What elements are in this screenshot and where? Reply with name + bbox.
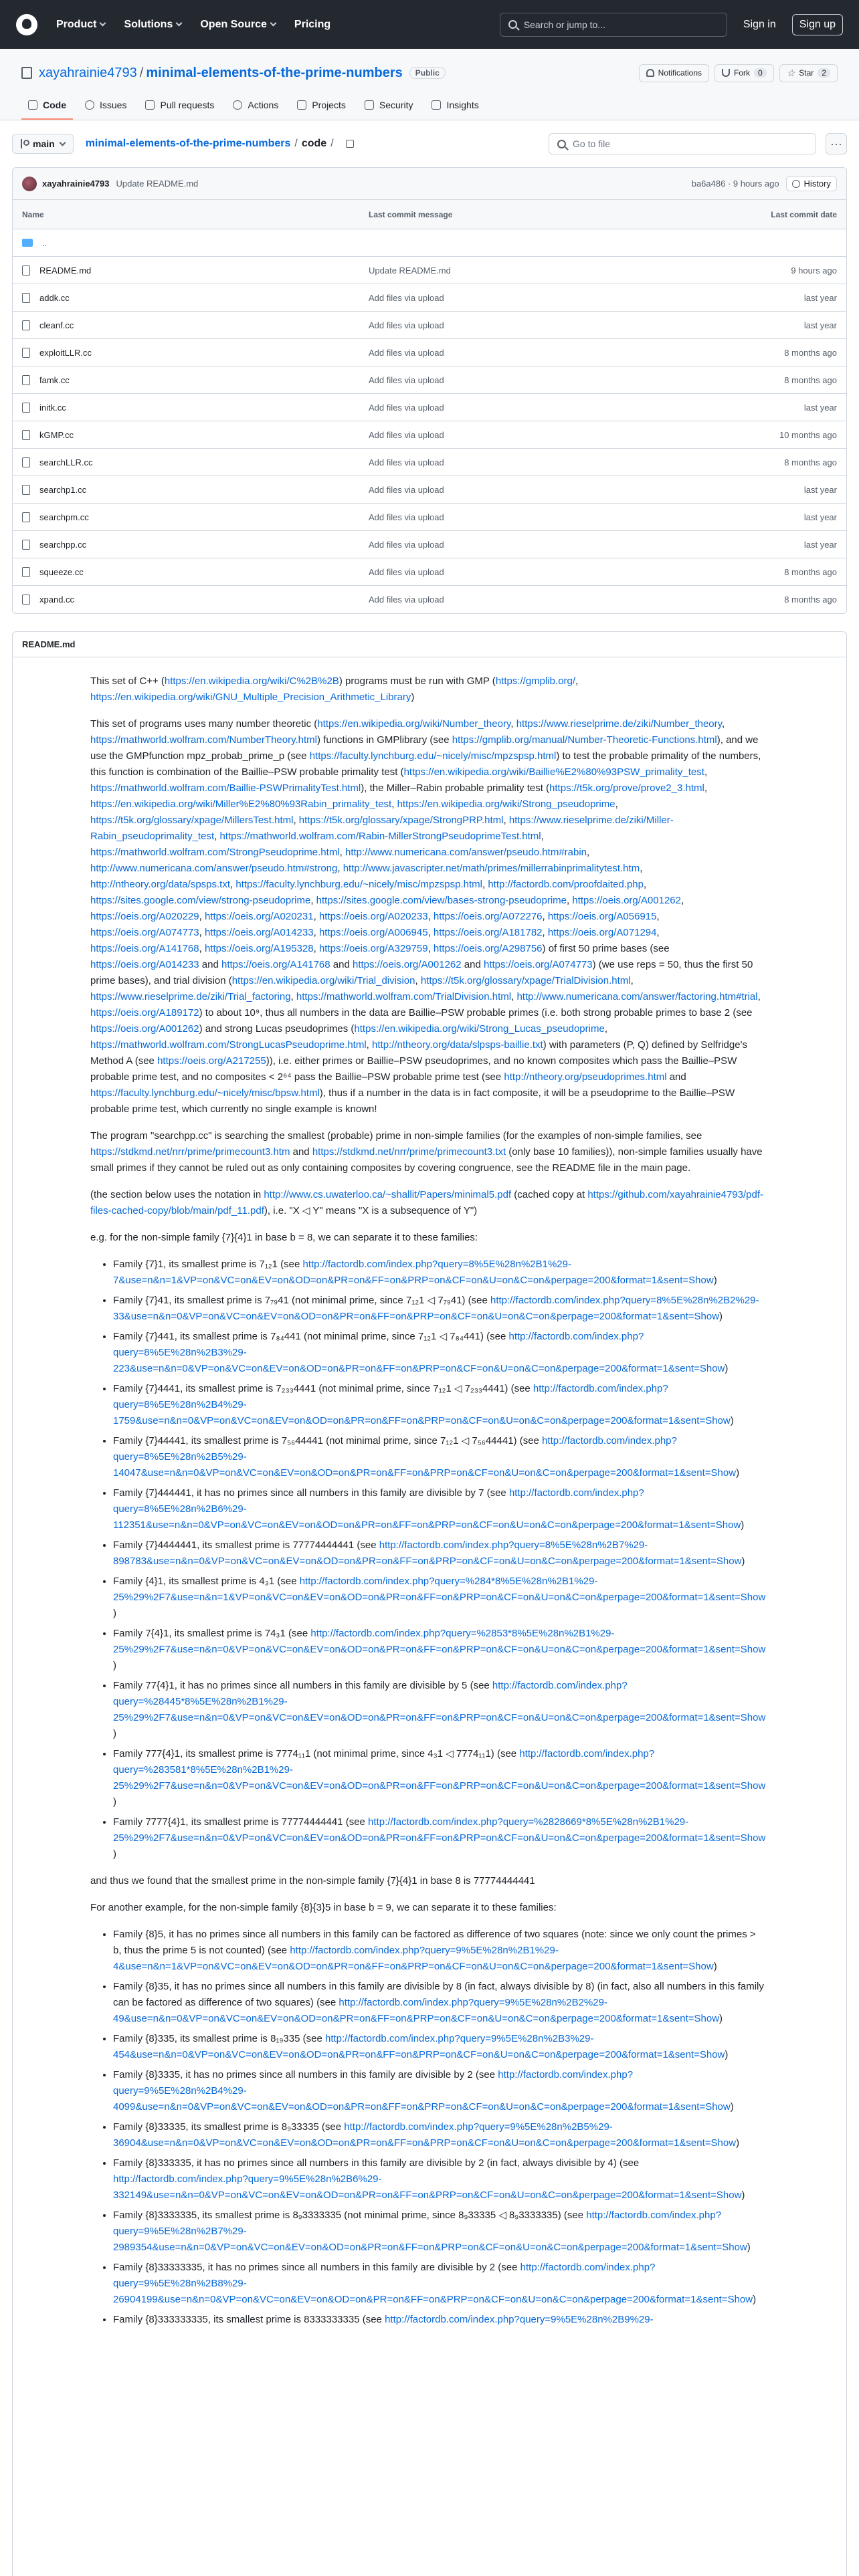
col-header-date: Last commit date xyxy=(771,209,837,219)
readme-link[interactable]: http://factordb.com/index.php?query=9%5E%28n%2B6%29-332149&use=n&n=0&VP=on&VC=on&EV=on&OD=on&PR=on&FF=on&PRP=on&CF=on&U=on&C=on&perpage=200&format=1&sent=Show xyxy=(113,2173,742,2201)
readme-link[interactable]: https://t5k.org/glossary/xpage/StrongPRP.html xyxy=(298,815,504,826)
readme-link[interactable]: https://oeis.org/A181782 xyxy=(433,927,543,938)
readme-link[interactable]: https://oeis.org/A141768 xyxy=(90,943,199,954)
folder-icon xyxy=(22,239,33,247)
file-icon xyxy=(22,430,30,440)
readme-paragraph: and thus we found that the smallest prime in the non-simple family {7}{4}1 in base 8 is 77774444441 xyxy=(90,1875,535,1887)
readme-link[interactable]: https://faculty.lynchburg.edu/~nicely/misc/mpzspsp.html xyxy=(235,879,482,890)
breadcrumb-separator: / xyxy=(294,138,298,149)
file-name-cell xyxy=(22,265,369,276)
tab-label: Issues xyxy=(100,100,127,110)
list-item: • Family {7}1, its smallest prime is 7₁₂1 (see http://factordb.com/index.php?query=8%5E%28n%2B1%29-7&use=n&n=1&VP=on&VC=on&EV=on&OD=on&PR=on&FF=on&PRP=on&CF=on&U=on&C=on&perpage=200&format=1&sent=Show) xyxy=(113,1257,766,1289)
list-item: • Family {8}333335, it has no primes since all numbers in this family are divisible by 2 (in fact, always divisible by 4) (see http://factordb.com/index.php?query=9%5E%28n%2B6%29-332149&use=n&n=0&VP=on&VC=on&EV=on&OD=on&PR=on&FF=on&PRP=on&CF=on&U=on&C=on&perpage=200&format=1&sent=Show) xyxy=(113,2155,766,2204)
branch-selector[interactable] xyxy=(12,134,74,154)
file-icon xyxy=(22,403,30,413)
sign-in-link[interactable]: Sign in xyxy=(743,18,776,30)
search-icon xyxy=(557,140,566,148)
readme-link[interactable]: http://www.numericana.com/answer/pseudo.htm#strong xyxy=(90,863,338,874)
readme-link[interactable]: https://oeis.org/A006945 xyxy=(318,927,428,938)
list-item: • Family {8}33335, its smallest prime is 8₉33335 (see http://factordb.com/index.php?query=9%5E%28n%2B5%29-36904&use=n&n=0&VP=on&VC=on&EV=on&OD=on&PR=on&FF=on&PRP=on&CF=on&U=on&C=on&perpage=200&format=1&sent=Show) xyxy=(113,2119,766,2151)
branch-name: main xyxy=(33,138,55,149)
nav-product[interactable] xyxy=(56,19,105,31)
readme-link[interactable]: https://faculty.lynchburg.edu/~nicely/misc/mpzspsp.html xyxy=(309,750,557,762)
readme-link[interactable]: http://factordb.com/proofdaited.php xyxy=(488,879,644,890)
commit-hash-time[interactable]: ba6a486 · 9 hours ago xyxy=(691,179,779,189)
table-row[interactable] xyxy=(13,312,846,339)
readme-link[interactable]: https://oeis.org/A189172 xyxy=(90,1007,199,1018)
readme-link[interactable]: https://oeis.org/A056915 xyxy=(547,911,657,922)
global-header xyxy=(0,0,859,49)
pull-request-icon xyxy=(145,100,155,110)
readme-link[interactable]: http://www.cs.uwaterloo.ca/~shallit/Papers/minimal5.pdf xyxy=(264,1189,512,1200)
file-name-cell xyxy=(22,430,369,440)
readme-link[interactable]: https://oeis.org/A074773 xyxy=(90,927,199,938)
file-name-cell xyxy=(22,595,369,605)
breadcrumb-repo-link[interactable]: minimal-elements-of-the-prime-numbers xyxy=(85,138,291,149)
readme-link[interactable]: https://gmplib.org/manual/Number-Theoretic-Functions.html xyxy=(452,734,717,746)
file-name-cell xyxy=(22,403,369,413)
readme-link[interactable]: https://oeis.org/A001262 xyxy=(572,895,681,906)
readme-link[interactable]: https://oeis.org/A014233 xyxy=(90,959,199,970)
file-link[interactable]: squeeze.cc xyxy=(39,566,84,577)
commit-date-cell: last year xyxy=(803,484,837,495)
readme-link[interactable]: http://factordb.com/index.php?query=8%5E%28n%2B5%29-14047&use=n&n=0&VP=on&VC=on&EV=on&OD=on&PR=on&FF=on&PRP=on&CF=on&U=on&C=on&perpage=200&format=1&sent=Show xyxy=(113,1435,737,1479)
commit-message-cell[interactable]: Add files via upload xyxy=(369,402,444,413)
commit-message[interactable]: Update README.md xyxy=(116,179,199,189)
repo-header xyxy=(0,49,859,120)
readme-title: README.md xyxy=(22,639,76,649)
star-label: Star xyxy=(799,68,814,78)
table-row[interactable] xyxy=(13,421,846,449)
search-icon xyxy=(508,20,517,29)
readme-link[interactable]: https://sites.google.com/view/strong-pseudoprime xyxy=(90,895,311,906)
repo-icon xyxy=(21,67,32,79)
fork-label: Fork xyxy=(734,68,751,78)
readme-panel xyxy=(12,631,847,2576)
readme-link[interactable]: https://en.wikipedia.org/wiki/Miller%E2%80%93Rabin_primality_test xyxy=(90,798,392,810)
readme-link[interactable]: https://oeis.org/A014233 xyxy=(204,927,314,938)
table-row[interactable] xyxy=(13,284,846,312)
go-to-file-placeholder: Go to file xyxy=(573,138,611,149)
readme-link[interactable]: https://www.rieselprime.de/ziki/Miller-Rabin_pseudoprimality_test xyxy=(90,815,674,842)
list-item: • Family 77{4}1, it has no primes since all numbers in this family are divisible by 5 (see http://factordb.com/index.php?query=%28445*8%5E%28n%2B1%29-25%29%2F7&use=n&n=0&VP=on&VC=on&EV=on&OD=on&PR=on&FF=on&PRP=on&CF=on&U=on&C=on&perpage=200&format=1&sent=Show) xyxy=(113,1678,766,1742)
issue-icon xyxy=(85,100,94,110)
readme-link[interactable]: http://factordb.com/index.php?query=9%5E%28n%2B4%29-4099&use=n&n=0&VP=on&VC=on&EV=on&OD=on&PR=on&FF=on&PRP=on&CF=on&U=on&C=on&perpage=200&format=1&sent=Show xyxy=(113,2069,731,2113)
history-button[interactable] xyxy=(786,176,837,191)
nav-label: Solutions xyxy=(124,18,173,30)
tab-label: Insights xyxy=(446,100,479,110)
commit-message-cell[interactable]: Add files via upload xyxy=(369,347,444,358)
readme-link[interactable]: https://oeis.org/A071294 xyxy=(547,927,657,938)
file-link[interactable]: searchpp.cc xyxy=(39,539,87,550)
table-row[interactable] xyxy=(13,531,846,558)
list-item: • Family {7}444441, it has no primes since all numbers in this family are divisible by 7 (see http://factordb.com/index.php?query=8%5E%28n%2B6%29-112351&use=n&n=0&VP=on&VC=on&EV=on&OD=on&PR=on&FF=on&PRP=on&CF=on&U=on&C=on&perpage=200&format=1&sent=Show) xyxy=(113,1485,766,1533)
commit-date-cell: last year xyxy=(803,320,837,330)
tab-label: Code xyxy=(43,100,66,110)
commit-message-cell[interactable]: Add files via upload xyxy=(369,374,444,385)
readme-link[interactable]: https://stdkmd.net/nrr/prime/primecount3.htm xyxy=(90,1146,290,1158)
commit-date-cell: last year xyxy=(803,512,837,522)
readme-link[interactable]: http://www.javascripter.net/math/primes/millerrabinprimalitytest.htm xyxy=(343,863,640,874)
readme-link[interactable]: http://ntheory.org/data/spsps.txt xyxy=(90,879,231,890)
commit-date-cell: 8 months ago xyxy=(784,347,837,358)
header-right xyxy=(500,13,843,37)
table-row[interactable] xyxy=(13,366,846,394)
readme-link[interactable]: http://factordb.com/index.php?query=9%5E%28n%2B5%29-36904&use=n&n=0&VP=on&VC=on&EV=on&OD=on&PR=on&FF=on&PRP=on&CF=on&U=on&C=on&perpage=200&format=1&sent=Show xyxy=(113,2121,737,2149)
file-icon xyxy=(22,595,30,605)
readme-link[interactable]: http://factordb.com/index.php?query=8%5E%28n%2B3%29-223&use=n&n=0&VP=on&VC=on&EV=on&OD=on&PR=on&FF=on&PRP=on&CF=on&U=on&C=on&perpage=200&format=1&sent=Show xyxy=(113,1331,725,1374)
commit-message-cell[interactable]: Add files via upload xyxy=(369,512,444,522)
readme-body xyxy=(13,657,846,2328)
readme-link[interactable]: http://www.numericana.com/answer/factoring.htm#trial xyxy=(516,991,758,1002)
file-link[interactable]: initk.cc xyxy=(39,402,66,413)
readme-link[interactable]: https://mathworld.wolfram.com/StrongLucasPseudoprime.html xyxy=(90,1039,367,1051)
tab-label: Pull requests xyxy=(160,100,215,110)
file-icon xyxy=(22,265,30,276)
list-item: • Family 7{4}1, its smallest prime is 74₃1 (see http://factordb.com/index.php?query=%2853*8%5E%28n%2B1%29-25%29%2F7&use=n&n=0&VP=on&VC=on&EV=on&OD=on&PR=on&FF=on&PRP=on&CF=on&U=on&C=on&perpage=200&format=1&sent=Show) xyxy=(113,1626,766,1674)
list-item: • Family {8}35, it has no primes since all numbers in this family are divisible by 8 (in fact, always divisible by 8) (in fact, also all numbers in this family can be factored as difference of two squares) (see http://factordb.com/index.php?query=9%5E%28n%2B2%29-49&use=n&n=0&VP=on&VC=on&EV=on&OD=on&PR=on&FF=on&PRP=on&CF=on&U=on&C=on&perpage=200&format=1&sent=Show) xyxy=(113,1979,766,2027)
commit-message-cell[interactable]: Add files via upload xyxy=(369,595,444,605)
readme-link[interactable]: http://factordb.com/index.php?query=%28445*8%5E%28n%2B1%29-25%29%2F7&use=n&n=0&VP=on&VC=on&EV=on&OD=on&PR=on&FF=on&PRP=on&CF=on&U=on&C=on&perpage=200&format=1&sent=Show xyxy=(113,1680,766,1723)
list-item: • Family {8}33333335, it has no primes since all numbers in this family are divisible by 2 (see http://factordb.com/index.php?query=9%5E%28n%2B8%29-26904199&use=n&n=0&VP=on&VC=on&EV=on&OD=on&PR=on&FF=on&PRP=on&CF=on&U=on&C=on&perpage=200&format=1&sent=Show) xyxy=(113,2260,766,2308)
readme-link[interactable]: http://factordb.com/index.php?query=9%5E%28n%2B8%29-26904199&use=n&n=0&VP=on&VC=on&EV=on&OD=on&PR=on&FF=on&PRP=on&CF=on&U=on&C=on&perpage=200&format=1&sent=Show xyxy=(113,2262,753,2305)
readme-link[interactable]: https://oeis.org/A141768 xyxy=(221,959,330,970)
readme-paragraph: e.g. for the non-simple family {7}{4}1 in base b = 8, we can separate it to these families: xyxy=(90,1232,478,1243)
commit-date-cell: 8 months ago xyxy=(784,566,837,577)
chevron-down-icon xyxy=(176,20,183,27)
file-name-cell xyxy=(22,457,369,467)
readme-link[interactable]: http://factordb.com/index.php?query=9%5E%28n%2B1%29-4&use=n&n=1&VP=on&VC=on&EV=on&OD=on&PR=on&FF=on&PRP=on&CF=on&U=on&C=on&perpage=200&format=1&sent=Show xyxy=(113,1945,714,1972)
repo-title-row xyxy=(21,61,838,85)
file-icon xyxy=(22,457,30,467)
more-options-button[interactable]: ··· xyxy=(826,133,847,154)
chevron-down-icon xyxy=(270,20,276,27)
star-icon: ☆ xyxy=(786,67,795,78)
readme-link[interactable]: https://en.wikipedia.org/wiki/Strong_pseudoprime xyxy=(397,798,615,810)
file-nav xyxy=(0,120,859,167)
file-name-cell xyxy=(22,320,369,330)
readme-link[interactable]: https://oeis.org/A020231 xyxy=(204,911,314,922)
readme-link[interactable]: https://oeis.org/A020233 xyxy=(318,911,428,922)
table-icon xyxy=(297,100,306,110)
tab-actions[interactable] xyxy=(226,93,285,120)
commit-message-cell[interactable]: Update README.md xyxy=(369,265,451,276)
repo-tabs xyxy=(21,93,838,120)
tab-label: Security xyxy=(379,100,413,110)
file-link[interactable]: searchpm.cc xyxy=(39,512,89,522)
readme-link[interactable]: https://en.wikipedia.org/wiki/Strong_Lucas_pseudoprime xyxy=(354,1023,605,1035)
tab-code[interactable] xyxy=(21,93,73,120)
list-item: • Family {7}44441, its smallest prime is 7₅₆44441 (not minimal prime, since 7₁₂1 ◁ 7₅₆44441) (see http://factordb.com/index.php?query=8%5E%28n%2B5%29-14047&use=n&n=0&VP=on&VC=on&EV=on&OD=on&PR=on&FF=on&PRP=on&CF=on&U=on&C=on&perpage=200&format=1&sent=Show) xyxy=(113,1433,766,1481)
commit-meta xyxy=(692,176,837,191)
readme-link[interactable]: https://mathworld.wolfram.com/Rabin-MillerStrongPseudoprimeTest.html xyxy=(219,831,541,842)
global-search-input[interactable] xyxy=(500,13,727,37)
readme-link[interactable]: https://oeis.org/A001262 xyxy=(353,959,462,970)
commit-date-cell: last year xyxy=(803,539,837,550)
tab-label: Projects xyxy=(312,100,346,110)
readme-link[interactable]: http://factordb.com/index.php?query=%2853*8%5E%28n%2B1%29-25%29%2F7&use=n&n=0&VP=on&VC=on&EV=on&OD=on&PR=on&FF=on&PRP=on&CF=on&U=on&C=on&perpage=200&format=1&sent=Show xyxy=(113,1628,766,1655)
table-row[interactable] xyxy=(13,558,846,586)
commit-date-cell: 8 months ago xyxy=(784,595,837,605)
readme-link[interactable]: https://oeis.org/A217255 xyxy=(157,1055,266,1067)
clock-icon xyxy=(792,180,800,188)
commit-date-cell: 10 months ago xyxy=(779,429,837,440)
file-name-cell xyxy=(22,540,369,550)
list-item: • Family {4}1, its smallest prime is 4₃1 (see http://factordb.com/index.php?query=%284*8%5E%28n%2B1%29-25%29%2F7&use=n&n=1&VP=on&VC=on&EV=on&OD=on&PR=on&FF=on&PRP=on&CF=on&U=on&C=on&perpage=200&format=1&sent=Show) xyxy=(113,1574,766,1622)
readme-link[interactable]: https://oeis.org/A020229 xyxy=(90,911,199,922)
file-icon xyxy=(22,540,30,550)
title-separator: / xyxy=(139,65,144,80)
file-link[interactable]: famk.cc xyxy=(39,374,70,385)
file-link[interactable]: searchLLR.cc xyxy=(39,457,93,467)
commit-message-cell[interactable]: Add files via upload xyxy=(369,566,444,577)
file-link[interactable]: exploitLLR.cc xyxy=(39,347,92,358)
file-link[interactable]: addk.cc xyxy=(39,292,70,303)
commit-date-cell: 8 months ago xyxy=(784,457,837,467)
breadcrumb xyxy=(86,138,354,150)
table-row[interactable] xyxy=(13,449,846,476)
sign-up-button[interactable]: Sign up xyxy=(792,14,843,35)
file-name-cell xyxy=(22,485,369,495)
readme-link[interactable]: https://t5k.org/prove/prove2_3.html xyxy=(549,782,704,794)
readme-header xyxy=(13,632,846,657)
table-row[interactable] xyxy=(13,394,846,421)
readme-link[interactable]: https://en.wikipedia.org/wiki/GNU_Multiple_Precision_Arithmetic_Library xyxy=(90,691,411,703)
readme-link[interactable]: http://ntheory.org/data/slpsps-baillie.txt xyxy=(372,1039,543,1051)
repo-actions xyxy=(639,64,838,82)
commit-message-cell[interactable]: Add files via upload xyxy=(369,320,444,330)
readme-link[interactable]: http://factordb.com/index.php?query=%2828669*8%5E%28n%2B1%29-25%29%2F7&use=n&n=0&VP=on&VC=on&EV=on&OD=on&PR=on&FF=on&PRP=on&CF=on&U=on&C=on&perpage=200&format=1&sent=Show xyxy=(113,1816,766,1844)
table-row[interactable] xyxy=(13,504,846,531)
nav-label: Open Source xyxy=(200,18,267,30)
repo-owner-link[interactable]: xayahrainie4793 xyxy=(39,65,137,80)
commit-message-cell[interactable]: Add files via upload xyxy=(369,292,444,303)
commit-message-cell[interactable]: Add files via upload xyxy=(369,539,444,550)
commit-message-cell[interactable]: Add files via upload xyxy=(369,484,444,495)
readme-link[interactable]: https://oeis.org/A195328 xyxy=(204,943,314,954)
nav-pricing[interactable] xyxy=(294,19,330,31)
commit-date-cell: last year xyxy=(803,402,837,413)
parent-dir-link[interactable]: .. xyxy=(42,237,47,248)
nav-open-source[interactable] xyxy=(200,19,276,31)
readme-link[interactable]: https://mathworld.wolfram.com/StrongPseudoprime.html xyxy=(90,847,340,858)
readme-link[interactable]: http://factordb.com/index.php?query=%284*8%5E%28n%2B1%29-25%29%2F7&use=n&n=1&VP=on&VC=on&EV=on&OD=on&PR=on&FF=on&PRP=on&CF=on&U=on&C=on&perpage=200&format=1&sent=Show xyxy=(113,1576,766,1603)
list-item: • Family {8}335, its smallest prime is 8₁₉335 (see http://factordb.com/index.php?query=9%5E%28n%2B3%29-454&use=n&n=0&VP=on&VC=on&EV=on&OD=on&PR=on&FF=on&PRP=on&CF=on&U=on&C=on&perpage=200&format=1&sent=Show) xyxy=(113,2031,766,2063)
star-button[interactable] xyxy=(779,64,838,82)
readme-link[interactable]: http://www.numericana.com/answer/pseudo.htm#rabin xyxy=(345,847,587,858)
readme-link[interactable]: https://faculty.lynchburg.edu/~nicely/misc/bpsw.html xyxy=(90,1087,320,1099)
commit-date-cell: 9 hours ago xyxy=(791,265,837,276)
file-link[interactable]: searchp1.cc xyxy=(39,484,87,495)
col-header-name: Name xyxy=(22,209,44,219)
file-rows xyxy=(13,257,846,613)
tab-insights[interactable] xyxy=(425,93,485,120)
file-icon xyxy=(22,375,30,385)
list-item: • Family {7}4441, its smallest prime is 7₂₃₃4441 (not minimal prime, since 7₁₂1 ◁ 7₂₃₃4441) (see http://factordb.com/index.php?query=8%5E%28n%2B4%29-1759&use=n&n=0&VP=on&VC=on&EV=on&OD=on&PR=on&FF=on&PRP=on&CF=on&U=on&C=on&perpage=200&format=1&sent=Show) xyxy=(113,1381,766,1429)
readme-link[interactable]: https://stdkmd.net/nrr/prime/primecount3.txt xyxy=(312,1146,506,1158)
readme-link[interactable]: https://en.wikipedia.org/wiki/Trial_division xyxy=(231,975,415,986)
readme-paragraph: This set of programs uses many number theoretic (https://en.wikipedia.org/wiki/Number_theory, https://www.rieselprime.de/ziki/Number_theory, https://mathworld.wolfram.com/NumberTheory.html) functions in GMPlibrary (see https://gmplib.org/manual/Number-Theoretic-Functions.html), and we use the GMPfunction mpz_probab_prime_p (see https://faculty.lynchburg.edu/~nicely/misc/mpzspsp.html) to test the probable primality of the numbers, this function is combination of the Baillie–PSW probable primality test (https://en.wikipedia.org/wiki/Baillie%E2%80%93PSW_primality_test, https://mathworld.wolfram.com/Baillie-PSWPrimalityTest.html), the Miller–Rabin probable primality test (https://t5k.org/prove/prove2_3.html, https://en.wikipedia.org/wiki/Miller%E2%80%93Rabin_primality_test, https://en.wikipedia.org/wiki/Strong_pseudoprime, https://t5k.org/glossary/xpage/MillersTest.html, https://t5k.org/glossary/xpage/StrongPRP.html, https://www.rieselprime.de/ziki/Miller-Rabin_pseudoprimality_test, https://mathworld.wolfram.com/Rabin-MillerStrongPseudoprimeTest.html, https://mathworld.wolfram.com/StrongPseudoprime.html, http://www.numericana.com/answer/pseudo.htm#rabin, http://www.numericana.com/answer/pseudo.htm#strong, http://www.javascripter.net/math/primes/millerrabinprimalitytest.htm, http://ntheory.org/data/spsps.txt, https://faculty.lynchburg.edu/~nicely/misc/mpzspsp.html, http://factordb.com/proofdaited.php, https://sites.google.com/view/strong-pseudoprime, https://sites.google.com/view/bases-strong-pseudoprime, https://oeis.org/A001262, https://oeis.org/A020229, https://oeis.org/A020231, https://oeis.org/A020233, https://oeis.org/A072276, https://oeis.org/A056915, https://oeis.org/A074773, https://oeis.org/A014233, https://oeis.org/A006945, https://oeis.org/A181782, https://oeis.org/A071294, https://oeis.org/A141768, https://oeis.org/A195328, https://oeis.org/A329759, https://oeis.org/A298756) of first 50 prime bases (see https://oeis.org/A014233 and https://oeis.org/A141768 and https://oeis.org/A001262 and https://oeis.org/A074773) (we use reps = 50, thus the first 50 prime bases), and trial division (https://en.wikipedia.org/wiki/Trial_division, https://t5k.org/glossary/xpage/TrialDivision.html, https://www.rieselprime.de/ziki/Trial_factoring, https://mathworld.wolfram.com/TrialDivision.html, http://www.numericana.com/answer/factoring.htm#trial, https://oeis.org/A189172) to about 10⁹, thus all numbers in the data are Baillie–PSW probable primes (i.e. both strong probable primes to base 2 (see https://oeis.org/A001262) and strong Lucas pseudoprimes (https://en.wikipedia.org/wiki/Strong_Lucas_pseudoprime, https://mathworld.wolfram.com/StrongLucasPseudoprime.html, http://ntheory.org/data/slpsps-baillie.txt) with parameters (P, Q) defined by Selfridge's Method A (see https://oeis.org/A217255)), i.e. either primes or Baillie–PSW pseudoprimes, and no known composites which pass the Baillie–PSW probable prime test, and no composites < 2⁶⁴ pass the Baillie–PSW probable prime test (see http://ntheory.org/pseudoprimes.html and https://faculty.lynchburg.edu/~nicely/misc/bpsw.html), thus if a number in the data is in fact composite, it will be a pseudoprime to the Baillie–PSW probable prime test, which currently no single example is known! xyxy=(90,718,761,1115)
tab-security[interactable] xyxy=(358,93,420,120)
commit-date-cell: 8 months ago xyxy=(784,374,837,385)
nav-label: Pricing xyxy=(294,18,331,30)
fork-icon xyxy=(722,69,730,77)
list-item: • Family {8}5, it has no primes since all numbers in this family can be factored as difference of two squares (note: since we only count the primes > b, thus the prime 5 is not counted) (see http://factordb.com/index.php?query=9%5E%28n%2B1%29-4&use=n&n=1&VP=on&VC=on&EV=on&OD=on&PR=on&FF=on&PRP=on&CF=on&U=on&C=on&perpage=200&format=1&sent=Show) xyxy=(113,1927,766,1975)
file-icon xyxy=(22,512,30,522)
play-icon xyxy=(233,100,242,110)
list-item: • Family 777{4}1, its smallest prime is 7774₁₁1 (not minimal prime, since 4₃1 ◁ 7774₁₁1) (see http://factordb.com/index.php?query=%283581*8%5E%28n%2B1%29-25%29%2F7&use=n&n=0&VP=on&VC=on&EV=on&OD=on&PR=on&FF=on&PRP=on&CF=on&U=on&C=on&perpage=200&format=1&sent=Show) xyxy=(113,1746,766,1810)
readme-link[interactable]: https://en.wikipedia.org/wiki/C%2B%2B xyxy=(164,675,339,687)
readme-link[interactable]: https://oeis.org/A072276 xyxy=(433,911,543,922)
readme-link[interactable]: https://www.rieselprime.de/ziki/Number_theory xyxy=(516,718,723,730)
search-placeholder: Search or jump to... xyxy=(523,19,605,30)
readme-paragraph: This set of C++ (https://en.wikipedia.org/wiki/C%2B%2B) programs must be run with GMP (https://gmplib.org/, https://en.wikipedia.org/wiki/GNU_Multiple_Precision_Arithmetic_Library) xyxy=(90,675,579,703)
table-row[interactable] xyxy=(13,257,846,284)
tab-pull-requests[interactable] xyxy=(138,93,221,120)
table-row-parent[interactable] xyxy=(13,229,846,257)
tab-label: Actions xyxy=(248,100,279,110)
readme-link[interactable]: http://ntheory.org/pseudoprimes.html xyxy=(504,1071,667,1083)
repo-name-link[interactable]: minimal-elements-of-the-prime-numbers xyxy=(146,65,403,80)
file-link[interactable]: xpand.cc xyxy=(39,595,75,605)
readme-link[interactable]: https://gmplib.org/ xyxy=(495,675,576,687)
readme-link[interactable]: https://en.wikipedia.org/wiki/Number_theory xyxy=(317,718,511,730)
readme-link[interactable]: https://mathworld.wolfram.com/Baillie-PSWPrimalityTest.html xyxy=(90,782,361,794)
file-link[interactable]: cleanf.cc xyxy=(39,320,74,330)
table-row[interactable] xyxy=(13,476,846,504)
list-item: • Family {7}441, its smallest prime is 7₈₄441 (not minimal prime, since 7₁₂1 ◁ 7₈₄441) (see http://factordb.com/index.php?query=8%5E%28n%2B3%29-223&use=n&n=0&VP=on&VC=on&EV=on&OD=on&PR=on&FF=on&PRP=on&CF=on&U=on&C=on&perpage=200&format=1&sent=Show) xyxy=(113,1329,766,1377)
readme-link[interactable]: http://factordb.com/index.php?query=8%5E%28n%2B1%29-7&use=n&n=1&VP=on&VC=on&EV=on&OD=on&PR=on&FF=on&PRP=on&CF=on&U=on&C=on&perpage=200&format=1&sent=Show xyxy=(113,1259,714,1286)
readme-link[interactable]: http://factordb.com/index.php?query=8%5E%28n%2B4%29-1759&use=n&n=0&VP=on&VC=on&EV=on&OD=on&PR=on&FF=on&PRP=on&CF=on&U=on&C=on&perpage=200&format=1&sent=Show xyxy=(113,1383,731,1426)
file-icon xyxy=(22,567,30,577)
history-label: History xyxy=(803,179,831,189)
commit-author[interactable]: xayahrainie4793 xyxy=(42,179,110,189)
go-to-file-input[interactable] xyxy=(549,133,816,154)
list-item: • Family {8}3333335, its smallest prime is 8₉3333335 (not minimal prime, since 8₉33335 ◁ 8₉3333335) (see http://factordb.com/index.php?query=9%5E%28n%2B7%29-2989354&use=n&n=0&VP=on&VC=on&EV=on&OD=on&PR=on&FF=on&PRP=on&CF=on&U=on&C=on&perpage=200&format=1&sent=Show) xyxy=(113,2208,766,2256)
readme-paragraph: The program "searchpp.cc" is searching the smallest (probable) prime in non-simple families (for the examples of non-simple families, see https://stdkmd.net/nrr/prime/primecount3.htm and https://stdkmd.net/nrr/prime/primecount3.txt (only base 10 families)), non-simple families usually have small primes if they cannot be ruled out as only containing composites by covering congruence, see the README file in the main page. xyxy=(90,1130,763,1174)
chevron-down-icon xyxy=(100,20,106,27)
readme-link[interactable]: http://factordb.com/index.php?query=9%5E%28n%2B3%29-454&use=n&n=0&VP=on&VC=on&EV=on&OD=on&PR=on&FF=on&PRP=on&CF=on&U=on&C=on&perpage=200&format=1&sent=Show xyxy=(113,2033,725,2060)
file-name-cell xyxy=(22,567,369,577)
copy-path-icon[interactable] xyxy=(346,140,354,148)
file-icon xyxy=(22,485,30,495)
readme-link[interactable]: http://factordb.com/index.php?query=9%5E%28n%2B7%29-2989354&use=n&n=0&VP=on&VC=on&EV=on&OD=on&PR=on&FF=on&PRP=on&CF=on&U=on&C=on&perpage=200&format=1&sent=Show xyxy=(113,2210,747,2253)
tab-issues[interactable] xyxy=(78,93,133,120)
readme-link[interactable]: https://mathworld.wolfram.com/NumberTheory.html xyxy=(90,734,317,746)
list-item: • Family {7}41, its smallest prime is 7₇₉41 (not minimal prime, since 7₁₂1 ◁ 7₇₉41) (see http://factordb.com/index.php?query=8%5E%28n%2B2%29-33&use=n&n=0&VP=on&VC=on&EV=on&OD=on&PR=on&FF=on&PRP=on&CF=on&U=on&C=on&perpage=200&format=1&sent=Show) xyxy=(113,1293,766,1325)
file-icon xyxy=(22,348,30,358)
github-logo-icon[interactable] xyxy=(16,14,37,35)
latest-commit-bar xyxy=(13,168,846,200)
nav-label: Product xyxy=(56,18,97,30)
code-icon xyxy=(28,100,37,110)
readme-link[interactable]: http://factordb.com/index.php?query=8%5E%28n%2B7%29-898783&use=n&n=0&VP=on&VC=on&EV=on&OD=on&PR=on&FF=on&PRP=on&CF=on&U=on&C=on&perpage=200&format=1&sent=Show xyxy=(113,1539,742,1567)
chevron-down-icon xyxy=(59,139,66,146)
file-icon xyxy=(22,293,30,303)
star-count: 2 xyxy=(818,68,830,78)
readme-link[interactable]: https://www.rieselprime.de/ziki/Trial_factoring xyxy=(90,991,291,1002)
file-list-panel xyxy=(12,167,847,614)
readme-link[interactable]: https://mathworld.wolfram.com/TrialDivision.html xyxy=(296,991,512,1002)
readme-link[interactable]: https://t5k.org/glossary/xpage/TrialDivision.html xyxy=(420,975,631,986)
readme-link[interactable]: http://factordb.com/index.php?query=9%5E%28n%2B9%29- xyxy=(385,2314,654,2325)
notifications-label: Notifications xyxy=(658,68,702,78)
list-item: • Family {8}3335, it has no primes since all numbers in this family are divisible by 2 (see http://factordb.com/index.php?query=9%5E%28n%2B4%29-4099&use=n&n=0&VP=on&VC=on&EV=on&OD=on&PR=on&FF=on&PRP=on&CF=on&U=on&C=on&perpage=200&format=1&sent=Show) xyxy=(113,2067,766,2115)
col-header-message: Last commit message xyxy=(369,209,453,219)
readme-link[interactable]: https://github.com/xayahrainie4793/pdf-files-cached-copy/blob/main/pdf_11.pdf xyxy=(90,1189,763,1216)
nav-solutions[interactable] xyxy=(124,19,181,31)
file-link[interactable]: README.md xyxy=(39,265,92,276)
fork-count: 0 xyxy=(754,68,767,78)
file-name-cell xyxy=(22,512,369,522)
graph-icon xyxy=(432,100,441,110)
table-header xyxy=(13,200,846,229)
file-name-cell xyxy=(22,348,369,358)
list-item: • Family {8}333333335, its smallest prime is 8333333335 (see http://factordb.com/index.php?query=9%5E%28n%2B9%29- xyxy=(113,2312,766,2328)
file-link[interactable]: kGMP.cc xyxy=(39,429,74,440)
branch-icon xyxy=(21,139,27,148)
table-row[interactable] xyxy=(13,339,846,366)
readme-link[interactable]: https://oeis.org/A074773 xyxy=(484,959,593,970)
commit-date-cell: last year xyxy=(803,292,837,303)
commit-message-cell[interactable]: Add files via upload xyxy=(369,457,444,467)
fork-button[interactable] xyxy=(714,64,774,82)
visibility-badge: Public xyxy=(409,67,446,79)
file-icon xyxy=(22,320,30,330)
parent-dir-cell xyxy=(22,238,369,248)
avatar[interactable] xyxy=(22,177,37,191)
table-row[interactable] xyxy=(13,586,846,613)
breadcrumb-separator: / xyxy=(330,138,334,149)
commit-message-cell[interactable]: Add files via upload xyxy=(369,429,444,440)
list-item: • Family 7777{4}1, its smallest prime is 77774444441 (see http://factordb.com/index.php?query=%2828669*8%5E%28n%2B1%29-25%29%2F7&use=n&n=0&VP=on&VC=on&EV=on&OD=on&PR=on&FF=on&PRP=on&CF=on&U=on&C=on&perpage=200&format=1&sent=Show) xyxy=(113,1814,766,1862)
readme-link[interactable]: https://sites.google.com/view/bases-strong-pseudoprime xyxy=(316,895,567,906)
bell-icon xyxy=(646,69,654,77)
family-list-base9 xyxy=(113,1927,766,2328)
readme-link[interactable]: https://oeis.org/A001262 xyxy=(90,1023,199,1035)
file-name-cell xyxy=(22,375,369,385)
notifications-button[interactable] xyxy=(639,64,709,82)
readme-link[interactable]: http://factordb.com/index.php?query=9%5E%28n%2B2%29-49&use=n&n=0&VP=on&VC=on&EV=on&OD=on&PR=on&FF=on&PRP=on&CF=on&U=on&C=on&perpage=200&format=1&sent=Show xyxy=(113,1997,720,2024)
tab-projects[interactable] xyxy=(290,93,353,120)
shield-icon xyxy=(365,100,374,110)
readme-link[interactable]: https://oeis.org/A298756 xyxy=(433,943,543,954)
readme-link[interactable]: http://factordb.com/index.php?query=8%5E%28n%2B2%29-33&use=n&n=0&VP=on&VC=on&EV=on&OD=on&PR=on&FF=on&PRP=on&CF=on&U=on&C=on&perpage=200&format=1&sent=Show xyxy=(113,1295,759,1322)
repo-title xyxy=(39,66,403,81)
readme-link[interactable]: https://oeis.org/A329759 xyxy=(318,943,428,954)
readme-paragraph: (the section below uses the notation in http://www.cs.uwaterloo.ca/~shallit/Papers/minimal5.pdf (cached copy at https://github.com/xayahrainie4793/pdf-files-cached-copy/blob/main/pdf_11.pdf), i.e. "X ◁ Y" means "X is a subsequence of Y") xyxy=(90,1189,763,1216)
family-list-base8 xyxy=(113,1257,766,1862)
top-nav xyxy=(56,19,330,31)
readme-paragraph: For another example, for the non-simple family {8}{3}5 in base b = 9, we can separate it to these families: xyxy=(90,1902,557,1913)
readme-link[interactable]: http://factordb.com/index.php?query=8%5E%28n%2B6%29-112351&use=n&n=0&VP=on&VC=on&EV=on&OD=on&PR=on&FF=on&PRP=on&CF=on&U=on&C=on&perpage=200&format=1&sent=Show xyxy=(113,1487,741,1531)
readme-link[interactable]: http://factordb.com/index.php?query=%283581*8%5E%28n%2B1%29-25%29%2F7&use=n&n=0&VP=on&VC=on&EV=on&OD=on&PR=on&FF=on&PRP=on&CF=on&U=on&C=on&perpage=200&format=1&sent=Show xyxy=(113,1748,766,1792)
breadcrumb-dir: code xyxy=(301,138,327,149)
readme-link[interactable]: https://t5k.org/glossary/xpage/MillersTest.html xyxy=(90,815,294,826)
list-item: • Family {7}4444441, its smallest prime is 77774444441 (see http://factordb.com/index.php?query=8%5E%28n%2B7%29-898783&use=n&n=0&VP=on&VC=on&EV=on&OD=on&PR=on&FF=on&PRP=on&CF=on&U=on&C=on&perpage=200&format=1&sent=Show) xyxy=(113,1537,766,1570)
file-name-cell xyxy=(22,293,369,303)
readme-link[interactable]: https://en.wikipedia.org/wiki/Baillie%E2%80%93PSW_primality_test xyxy=(403,766,704,778)
